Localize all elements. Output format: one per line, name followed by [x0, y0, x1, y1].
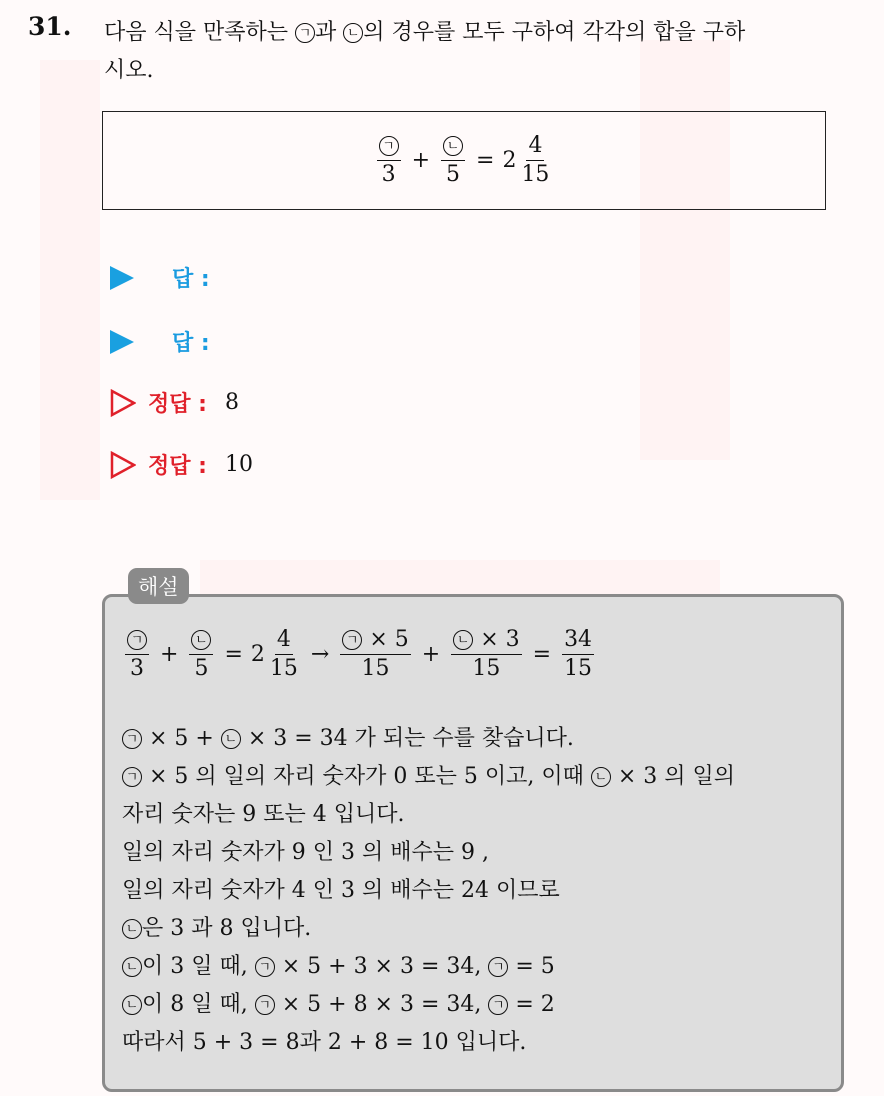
answer-label: 답 :: [172, 267, 210, 292]
correct-label: 정답 :: [148, 454, 207, 479]
fraction-b: $\frac{\text{ㄴ}}{5}$: [441, 134, 465, 187]
correct-value: 10: [224, 452, 253, 477]
circle-nieun-symbol: ㄴ: [343, 23, 363, 43]
circle-nieun-symbol: ㄴ: [122, 919, 142, 939]
arrow-icon: →: [310, 642, 330, 667]
correct-label: 정답 :: [148, 392, 207, 417]
circle-nieun-symbol: ㄴ: [453, 630, 473, 650]
circle-giyeok-symbol: ㄱ: [488, 957, 508, 977]
circle-giyeok-symbol: ㄱ: [122, 729, 142, 749]
equation-box: [102, 111, 826, 210]
fraction-34-15: $\frac{34}{15}$: [564, 627, 593, 681]
circle-giyeok-symbol: ㄱ: [122, 767, 142, 787]
circle-giyeok-symbol: ㄱ: [255, 995, 275, 1015]
explanation-equation: $\frac{\text{ㄱ}}{3}$ + $\frac{\text{ㄴ}}{5}$ = 2 $\frac{4}{15}$ → $\frac{\text{ㄱ × 5}}{15}$ + $\frac{\text{ㄴ × 3}}{15}$ = $\frac{34}{15}$: [122, 628, 597, 681]
fraction-b-times-3: $\frac{\text{ㄴ × 3}}{15}$: [451, 628, 521, 681]
play-triangle-icon: [110, 266, 134, 290]
explanation-line: ㄱ × 5 + ㄴ × 3 = 34 가 되는 수를 찾습니다.: [122, 720, 834, 758]
circle-nieun-symbol: ㄴ: [122, 957, 142, 977]
explanation-tag: 해설: [128, 568, 189, 604]
watermark-block: [40, 60, 100, 500]
correct-answer-row-1: [110, 387, 239, 418]
explanation-lines: [122, 720, 834, 1062]
fraction-result: $\frac{4}{15}$: [521, 133, 550, 187]
mixed-whole: 2: [502, 148, 517, 173]
correct-answer-row-2: [110, 449, 253, 480]
answer-row-1[interactable]: [110, 262, 210, 293]
circle-giyeok-symbol: ㄱ: [379, 136, 399, 156]
circle-giyeok-symbol: ㄱ: [488, 995, 508, 1015]
explanation-line: ㄱ × 5 의 일의 자리 숫자가 0 또는 5 이고, 이때 ㄴ × 3 의 일의: [122, 758, 834, 796]
explanation-line: ㄴ 은 3 과 8 입니다.: [122, 910, 834, 948]
explanation-line: 일의 자리 숫자가 4 인 3 의 배수는 24 이므로: [122, 878, 560, 903]
fraction-a-times-5: $\frac{\text{ㄱ × 5}}{15}$: [340, 628, 410, 681]
fraction-mixed: $\frac{4}{15}$: [269, 627, 298, 681]
circle-nieun-symbol: ㄴ: [122, 995, 142, 1015]
circle-nieun-symbol: ㄴ: [591, 767, 611, 787]
explanation-line: ㄴ 이 8 일 때, ㄱ × 5 + 8 × 3 = 34, ㄱ = 2: [122, 986, 834, 1024]
question-number: 31.: [28, 12, 72, 41]
fraction-a: $\frac{\text{ㄱ}}{3}$: [377, 134, 401, 187]
explanation-line: 일의 자리 숫자가 9 인 3 의 배수는 9 ,: [122, 840, 489, 865]
explanation-line: ㄴ 이 3 일 때, ㄱ × 5 + 3 × 3 = 34, ㄱ = 5: [122, 948, 834, 986]
circle-giyeok-symbol: ㄱ: [295, 23, 315, 43]
answer-row-2[interactable]: [110, 326, 210, 357]
outline-triangle-icon: [110, 389, 136, 417]
circle-giyeok-symbol: ㄱ: [342, 630, 362, 650]
play-triangle-icon: [110, 330, 134, 354]
outline-triangle-icon: [110, 451, 136, 479]
equation: $\frac{\text{ㄱ}}{3}$ + $\frac{\text{ㄴ}}{5}$ = 2 $\frac{4}{15}$: [374, 134, 555, 187]
circle-giyeok-symbol: ㄱ: [255, 957, 275, 977]
watermark-block: [640, 40, 730, 460]
explanation-line: 자리 숫자는 9 또는 4 입니다.: [122, 802, 405, 827]
question-text: 다음 식을 만족하는 ㄱ 과 ㄴ 의 경우를 모두 구하여 각각의 합을 구하 시오.: [104, 20, 746, 83]
answer-label: 답 :: [172, 331, 210, 356]
fraction-a: $\frac{\text{ㄱ}}{3}$: [125, 628, 149, 681]
circle-nieun-symbol: ㄴ: [443, 136, 463, 156]
fraction-b: $\frac{\text{ㄴ}}{5}$: [189, 628, 213, 681]
circle-nieun-symbol: ㄴ: [221, 729, 241, 749]
explanation-line: 따라서 5 + 3 = 8과 2 + 8 = 10 입니다.: [122, 1030, 527, 1055]
correct-value: 8: [224, 390, 239, 415]
circle-nieun-symbol: ㄴ: [191, 630, 211, 650]
circle-giyeok-symbol: ㄱ: [127, 630, 147, 650]
